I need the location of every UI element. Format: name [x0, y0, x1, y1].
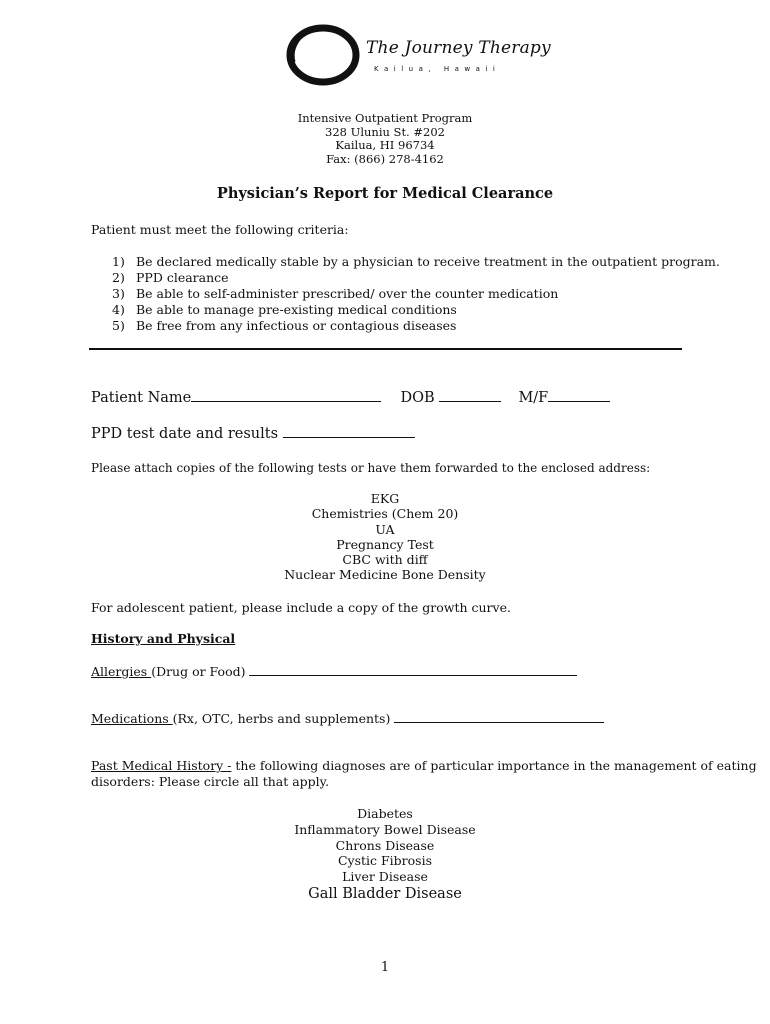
address-block — [0, 112, 770, 166]
logo-ring-icon — [284, 22, 364, 88]
medications-field[interactable] — [394, 710, 604, 723]
ppd-field[interactable] — [283, 425, 415, 438]
criteria-intro: Patient must meet the following criteria: — [91, 222, 349, 237]
address-line: 328 Uluniu St. #202 — [325, 124, 445, 139]
page-title: Physician’s Report for Medical Clearance — [216, 185, 554, 202]
allergies-hint: (Drug or Food) — [151, 664, 246, 679]
page-number: 1 — [380, 960, 390, 975]
list-item: Gall Bladder Disease — [308, 886, 462, 902]
ppd-label: PPD test date and results — [91, 426, 279, 442]
address-line: Intensive Outpatient Program — [297, 111, 473, 125]
address-line: Kailua, HI 96734 — [335, 138, 435, 152]
allergies-label: Allergies — [91, 664, 152, 679]
past-history-line: Past Medical History - the following diagnoses are of particular importance in the management of eating — [91, 758, 757, 773]
list-item: 3) Be able to self-administer prescribed/ over the counter medication — [112, 286, 559, 301]
list-item: 5) Be free from any infectious or contagious diseases — [112, 318, 457, 333]
list-item: UA — [375, 521, 395, 537]
list-item: Chrons Disease — [335, 837, 435, 853]
past-history-label: Past Medical History - — [91, 758, 232, 773]
diagnoses-list — [0, 806, 770, 885]
allergies-row — [91, 663, 577, 679]
attach-intro: Please attach copies of the following tests or have them forwarded to the enclosed address: — [91, 461, 651, 475]
list-item: 2) PPD clearance — [112, 270, 229, 285]
list-item: Chemistries (Chem 20) — [311, 506, 459, 522]
list-item: 1) Be declared medically stable by a physician to receive treatment in the outpatient program. — [112, 254, 720, 269]
divider — [89, 348, 682, 350]
criteria-list — [112, 254, 720, 334]
patient-name-label: Patient Name — [91, 390, 192, 406]
medications-row — [91, 710, 604, 726]
list-item: Pregnancy Test — [336, 536, 434, 552]
list-item: Diabetes — [357, 806, 413, 821]
sex-field[interactable] — [548, 389, 610, 402]
logo-location: Kailua, Hawaii — [374, 65, 501, 73]
list-item: Inflammatory Bowel Disease — [294, 821, 476, 837]
list-item: EKG — [370, 491, 400, 506]
list-item: Nuclear Medicine Bone Density — [284, 567, 486, 583]
address-line: Fax: (866) 278-4162 — [326, 151, 444, 166]
medications-label: Medications — [91, 711, 173, 726]
list-item: Cystic Fibrosis — [337, 853, 433, 869]
history-heading: History and Physical — [91, 631, 236, 646]
dob-label: DOB — [400, 390, 435, 406]
tests-list — [0, 491, 770, 583]
sex-label: M/F — [518, 390, 549, 406]
patient-info-row — [91, 389, 610, 406]
list-item: CBC with diff — [342, 552, 428, 568]
patient-name-field[interactable] — [191, 389, 381, 402]
allergies-field[interactable] — [249, 663, 577, 676]
ppd-row — [91, 425, 415, 442]
list-item: 4) Be able to manage pre-existing medical conditions — [112, 302, 457, 317]
logo — [284, 22, 551, 88]
past-history-line2: disorders: Please circle all that apply. — [91, 774, 330, 789]
medications-hint: (Rx, OTC, herbs and supplements) — [172, 711, 391, 726]
adolescent-note: For adolescent patient, please include a copy of the growth curve. — [91, 600, 511, 615]
dob-field[interactable] — [439, 389, 501, 402]
list-item: Liver Disease — [342, 869, 428, 885]
logo-name: The Journey Therapy — [366, 38, 551, 58]
